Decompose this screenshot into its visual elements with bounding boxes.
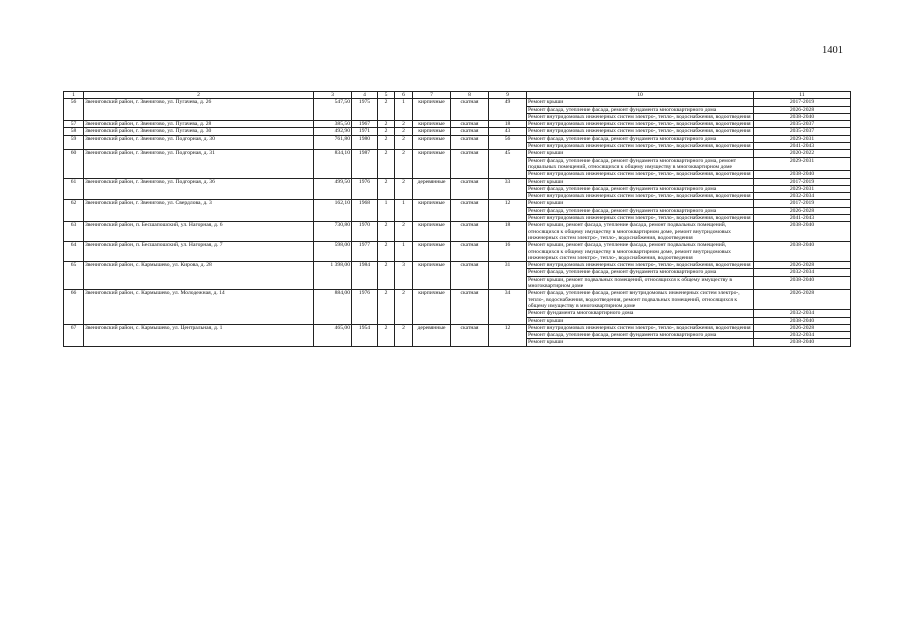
year-cell: 1970 — [352, 222, 378, 242]
floors-cell: 1 — [378, 200, 395, 222]
column-header: 6 — [395, 92, 413, 99]
work-period-cell: 2026-2028 — [754, 262, 851, 269]
work-period-cell: 2032-2034 — [754, 193, 851, 200]
apartments-cell: 12 — [489, 324, 527, 346]
work-description-cell: Ремонт крыши, ремонт подвальных помещений, относящихся к общему имуществу в многоквартирном доме — [527, 276, 754, 290]
work-description-cell: Ремонт фасада, утепление фасада, ремонт фундамента многоквартирного дома — [527, 332, 754, 339]
address-cell: Звениговский район, п. Бесшапошский, ул. Нагорная, д. 6 — [84, 222, 314, 242]
year-cell: 1967 — [352, 121, 378, 128]
table-row — [64, 242, 851, 262]
row-number-cell: 56 — [64, 99, 84, 121]
year-cell: 1976 — [352, 178, 378, 200]
row-number-cell: 64 — [64, 242, 84, 262]
apartments-cell: 56 — [489, 135, 527, 150]
apartments-cell: 49 — [489, 99, 527, 121]
work-period-cell: 2032-2034 — [754, 310, 851, 317]
work-period-cell: 2035-2037 — [754, 121, 851, 128]
work-description-cell: Ремонт внутридомовых инженерных систем электро-, тепло-, водоснабжения, водоотведения — [527, 171, 754, 178]
column-header: 3 — [314, 92, 352, 99]
table-header — [64, 92, 851, 99]
work-description-cell: Ремонт крыши, ремонт фасада, утепление фасада, ремонт подвальных помещений, относящихся к общему имуществу в многоквартирном доме, ремонт внутридомовых инженерных систем электро-, тепло-, водоснабжения, водоотведения — [527, 242, 754, 262]
year-cell: 1971 — [352, 128, 378, 135]
work-description-cell: Ремонт фасада, утепление фасада, ремонт фундамента многоквартирного дома — [527, 185, 754, 192]
roof-type-cell: скатная — [451, 222, 489, 242]
apartments-cell: 33 — [489, 178, 527, 200]
work-description-cell: Ремонт фасада, утепление фасада, ремонт фундамента многоквартирного дома — [527, 269, 754, 276]
table-row — [64, 178, 851, 185]
area-cell: 761,80 — [314, 135, 352, 150]
apartments-cell: 43 — [489, 128, 527, 135]
wall-material-cell: деревянные — [413, 324, 451, 346]
floors-cell: 2 — [378, 178, 395, 200]
work-description-cell: Ремонт фасада, утепление фасада, ремонт фундамента многоквартирного дома — [527, 106, 754, 113]
table-row — [64, 262, 851, 269]
entrances-cell: 1 — [395, 99, 413, 121]
floors-cell: 2 — [378, 121, 395, 128]
work-description-cell: Ремонт внутридомовых инженерных систем электро-, тепло-, водоснабжения, водоотведения — [527, 215, 754, 222]
work-period-cell: 2038-2040 — [754, 317, 851, 324]
roof-type-cell: скатная — [451, 290, 489, 324]
column-number-row — [64, 92, 851, 99]
work-description-cell: Ремонт фундамента многоквартирного дома — [527, 310, 754, 317]
apartments-cell: 12 — [489, 200, 527, 222]
wall-material-cell: кирпичные — [413, 135, 451, 150]
work-period-cell: 2041-2043 — [754, 143, 851, 150]
address-cell: Звениговский район, п. Бесшапошский, ул. Нагорная, д. 7 — [84, 242, 314, 262]
table-body — [64, 99, 851, 346]
work-period-cell: 2038-2040 — [754, 171, 851, 178]
column-header: 10 — [527, 92, 754, 99]
column-header: 8 — [451, 92, 489, 99]
area-cell: 1 398,00 — [314, 262, 352, 290]
row-number-cell: 59 — [64, 135, 84, 150]
entrances-cell: 2 — [395, 121, 413, 128]
table-row — [64, 290, 851, 310]
column-header: 5 — [378, 92, 395, 99]
year-cell: 1975 — [352, 99, 378, 121]
apartments-cell: 34 — [489, 290, 527, 324]
row-number-cell: 63 — [64, 222, 84, 242]
work-period-cell: 2026-2028 — [754, 106, 851, 113]
work-period-cell: 2032-2034 — [754, 332, 851, 339]
area-cell: 465,00 — [314, 324, 352, 346]
row-number-cell: 66 — [64, 290, 84, 324]
entrances-cell: 2 — [395, 128, 413, 135]
wall-material-cell: кирпичные — [413, 200, 451, 222]
roof-type-cell: скатная — [451, 150, 489, 178]
roof-type-cell: скатная — [451, 200, 489, 222]
entrances-cell: 2 — [395, 324, 413, 346]
work-period-cell: 2026-2028 — [754, 324, 851, 331]
row-number-cell: 65 — [64, 262, 84, 290]
work-period-cell: 2017-2019 — [754, 200, 851, 207]
apartments-cell: 18 — [489, 121, 527, 128]
work-description-cell: Ремонт крыши — [527, 99, 754, 106]
work-period-cell: 2038-2040 — [754, 339, 851, 346]
floors-cell: 2 — [378, 99, 395, 121]
apartments-cell: 18 — [489, 222, 527, 242]
column-header: 2 — [84, 92, 314, 99]
work-period-cell: 2026-2028 — [754, 207, 851, 214]
row-number-cell: 57 — [64, 121, 84, 128]
area-cell: 598,00 — [314, 242, 352, 262]
work-description-cell: Ремонт внутридомовых инженерных систем электро-, тепло-, водоснабжения, водоотведения — [527, 262, 754, 269]
year-cell: 1977 — [352, 242, 378, 262]
entrances-cell: 3 — [395, 262, 413, 290]
area-cell: 730,80 — [314, 222, 352, 242]
work-period-cell: 2032-2034 — [754, 269, 851, 276]
floors-cell: 2 — [378, 290, 395, 324]
work-period-cell: 2017-2019 — [754, 99, 851, 106]
wall-material-cell: кирпичные — [413, 99, 451, 121]
work-description-cell: Ремонт крыши, ремонт фасада, утепление фасада, ремонт подвальных помещений, относящихся к общему имуществу в многоквартирном доме, ремонт внутридомовых инженерных систем электро-, тепло-, водоснабжения, водоотведения — [527, 222, 754, 242]
work-description-cell: Ремонт внутридомовых инженерных систем электро-, тепло-, водоснабжения, водоотведения — [527, 113, 754, 120]
table-row — [64, 99, 851, 106]
address-cell: Звениговский район, г. Звенигово, ул. Пугачева, д. 26 — [84, 99, 314, 121]
roof-type-cell: скатная — [451, 99, 489, 121]
area-cell: 499,50 — [314, 178, 352, 200]
row-number-cell: 60 — [64, 150, 84, 178]
address-cell: Звениговский район, г. Звенигово, ул. Свердлова, д. 3 — [84, 200, 314, 222]
floors-cell: 2 — [378, 262, 395, 290]
address-cell: Звениговский район, г. Звенигово, ул. Подгорная, д. 31 — [84, 150, 314, 178]
roof-type-cell: скатная — [451, 121, 489, 128]
address-cell: Звениговский район, г. Звенигово, ул. Подгорная, д. 30 — [84, 135, 314, 150]
work-description-cell: Ремонт крыши — [527, 200, 754, 207]
work-period-cell: 2029-2031 — [754, 157, 851, 171]
work-period-cell: 2029-2031 — [754, 185, 851, 192]
roof-type-cell: скатная — [451, 242, 489, 262]
roof-type-cell: скатная — [451, 135, 489, 150]
work-description-cell: Ремонт фасада, утепление фасада, ремонт фундамента многоквартирного дома — [527, 207, 754, 214]
work-period-cell: 2029-2031 — [754, 135, 851, 142]
repair-schedule-table — [63, 91, 851, 347]
entrances-cell: 2 — [395, 178, 413, 200]
work-description-cell: Ремонт внутридомовых инженерных систем электро-, тепло-, водоснабжения, водоотведения — [527, 143, 754, 150]
floors-cell: 2 — [378, 324, 395, 346]
wall-material-cell: кирпичные — [413, 242, 451, 262]
entrances-cell: 1 — [395, 242, 413, 262]
floors-cell: 2 — [378, 222, 395, 242]
address-cell: Звениговский район, с. Кармышево, ул. Центральная, д. 1 — [84, 324, 314, 346]
entrances-cell: 1 — [395, 200, 413, 222]
apartments-cell: 45 — [489, 150, 527, 178]
table-row — [64, 121, 851, 128]
wall-material-cell: кирпичные — [413, 121, 451, 128]
work-period-cell: 2035-2037 — [754, 128, 851, 135]
work-period-cell: 2038-2040 — [754, 222, 851, 242]
work-description-cell: Ремонт крыши — [527, 339, 754, 346]
work-description-cell: Ремонт внутридомовых инженерных систем электро-, тепло-, водоснабжения, водоотведения — [527, 193, 754, 200]
address-cell: Звениговский район, с. Кармышево, ул. Молодежная, д. 14 — [84, 290, 314, 324]
work-description-cell: Ремонт фасада, утепление фасада, ремонт фундамента многоквартирного дома, ремонт подвальных помещений, относящихся к общему имуществу в многоквартирном доме — [527, 157, 754, 171]
row-number-cell: 67 — [64, 324, 84, 346]
year-cell: 1987 — [352, 150, 378, 178]
area-cell: 162,10 — [314, 200, 352, 222]
area-cell: 492,90 — [314, 128, 352, 135]
column-header: 1 — [64, 92, 84, 99]
apartments-cell: 31 — [489, 262, 527, 290]
page-number: 1401 — [822, 45, 843, 56]
work-period-cell: 2026-2028 — [754, 290, 851, 310]
floors-cell: 2 — [378, 128, 395, 135]
year-cell: 1954 — [352, 324, 378, 346]
year-cell: 1976 — [352, 290, 378, 324]
roof-type-cell: скатная — [451, 178, 489, 200]
wall-material-cell: кирпичные — [413, 262, 451, 290]
column-header: 7 — [413, 92, 451, 99]
column-header: 11 — [754, 92, 851, 99]
address-cell: Звениговский район, г. Звенигово, ул. Подгорная, д. 36 — [84, 178, 314, 200]
work-description-cell: Ремонт фасада, утепление фасада, ремонт фундамента многоквартирного дома — [527, 135, 754, 142]
work-description-cell: Ремонт внутридомовых инженерных систем электро-, тепло-, водоснабжения, водоотведения — [527, 121, 754, 128]
work-description-cell: Ремонт крыши — [527, 150, 754, 157]
wall-material-cell: кирпичные — [413, 128, 451, 135]
year-cell: 1984 — [352, 262, 378, 290]
year-cell: 1968 — [352, 200, 378, 222]
area-cell: 884,00 — [314, 290, 352, 324]
work-description-cell: Ремонт внутридомовых инженерных систем электро-, тепло-, водоснабжения, водоотведения — [527, 128, 754, 135]
area-cell: 385,50 — [314, 121, 352, 128]
work-period-cell: 2038-2040 — [754, 242, 851, 262]
column-header: 9 — [489, 92, 527, 99]
column-header: 4 — [352, 92, 378, 99]
address-cell: Звениговский район, г. Звенигово, ул. Пугачева, д. 28 — [84, 121, 314, 128]
address-cell: Звениговский район, с. Кармышево, ул. Кирова, д. 28 — [84, 262, 314, 290]
table-row — [64, 150, 851, 157]
wall-material-cell: деревянные — [413, 178, 451, 200]
work-period-cell: 2017-2019 — [754, 178, 851, 185]
row-number-cell: 61 — [64, 178, 84, 200]
floors-cell: 2 — [378, 135, 395, 150]
area-cell: 834,10 — [314, 150, 352, 178]
area-cell: 547,50 — [314, 99, 352, 121]
work-period-cell: 2020-2022 — [754, 150, 851, 157]
work-period-cell: 2038-2040 — [754, 113, 851, 120]
roof-type-cell: скатная — [451, 324, 489, 346]
apartments-cell: 16 — [489, 242, 527, 262]
floors-cell: 2 — [378, 242, 395, 262]
year-cell: 1980 — [352, 135, 378, 150]
table-row — [64, 200, 851, 207]
entrances-cell: 2 — [395, 150, 413, 178]
roof-type-cell: скатная — [451, 262, 489, 290]
entrances-cell: 2 — [395, 290, 413, 324]
entrances-cell: 2 — [395, 135, 413, 150]
table-row — [64, 135, 851, 142]
wall-material-cell: кирпичные — [413, 290, 451, 324]
wall-material-cell: кирпичные — [413, 150, 451, 178]
work-description-cell: Ремонт внутридомовых инженерных систем электро-, тепло-, водоснабжения, водоотведения — [527, 324, 754, 331]
row-number-cell: 62 — [64, 200, 84, 222]
floors-cell: 2 — [378, 150, 395, 178]
roof-type-cell: скатная — [451, 128, 489, 135]
table-row — [64, 222, 851, 242]
address-cell: Звениговский район, г. Звенигово, ул. Пугачева, д. 30 — [84, 128, 314, 135]
work-description-cell: Ремонт крыши — [527, 178, 754, 185]
work-period-cell: 2038-2040 — [754, 276, 851, 290]
entrances-cell: 2 — [395, 222, 413, 242]
work-description-cell: Ремонт крыши — [527, 317, 754, 324]
table-row — [64, 324, 851, 331]
table-row — [64, 128, 851, 135]
row-number-cell: 58 — [64, 128, 84, 135]
wall-material-cell: кирпичные — [413, 222, 451, 242]
work-description-cell: Ремонт фасада, утепление фасада, ремонт внутридомовых инженерных систем электро-, тепло-, водоснабжения, водоотведения, ремонт подвальных помещений, относящихся к общему имуществу в многоквартирном доме — [527, 290, 754, 310]
work-period-cell: 2041-2043 — [754, 215, 851, 222]
